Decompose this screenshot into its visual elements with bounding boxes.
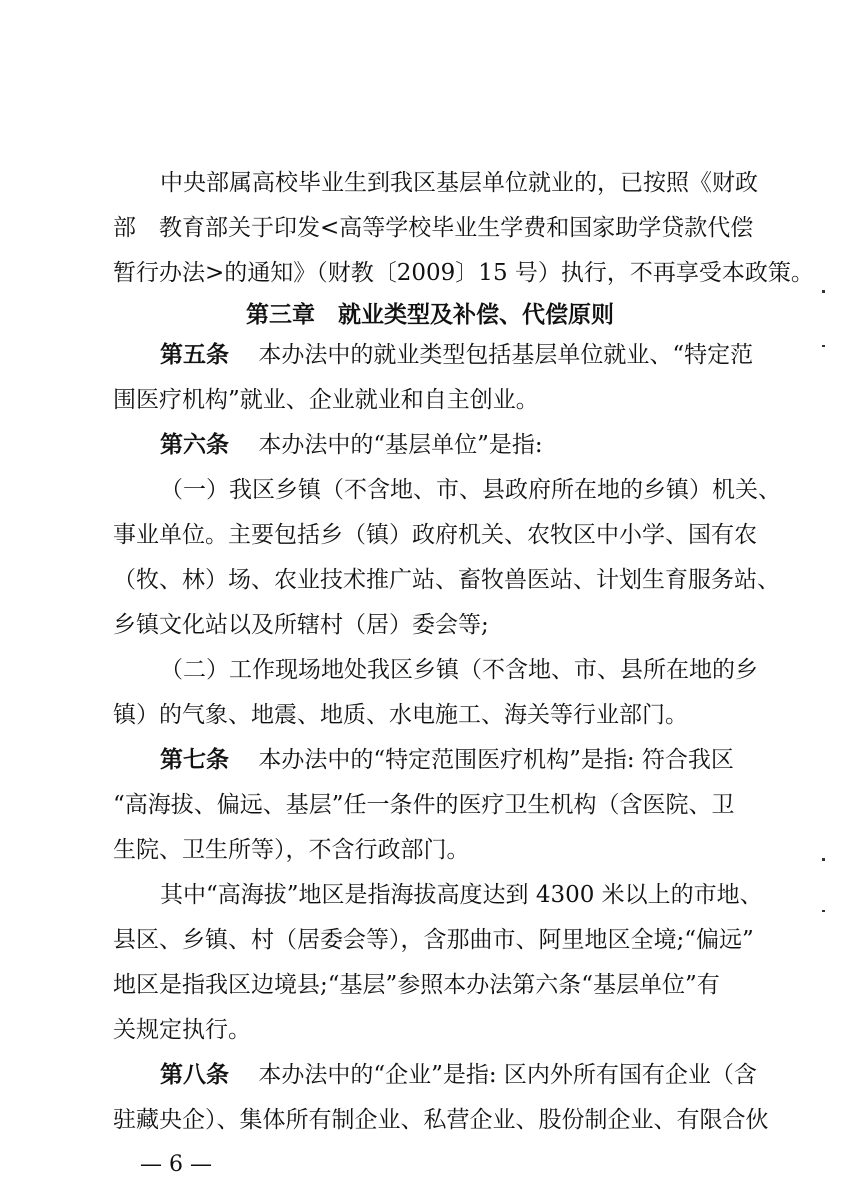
list-item: （一）我区乡镇（不含地、市、县政府所在地的乡镇）机关、 (160, 477, 781, 503)
text-line: 乡镇文化站以及所辖村（居）委会等; (113, 612, 489, 638)
article-5 (160, 340, 753, 370)
list-item: （二）工作现场地处我区乡镇（不含地、市、县所在地的乡 (160, 657, 758, 683)
article-label: 第六条 (160, 431, 229, 458)
text-line: 围医疗机构”就业、企业就业和自主创业。 (113, 387, 539, 413)
text-line: 部 教育部关于印发<高等学校毕业生学费和国家助学贷款代偿 (113, 215, 754, 241)
page-number: — 6 — (140, 1152, 212, 1177)
article-text: 本办法中的“企业”是指: 区内外所有国有企业（含 (258, 1062, 757, 1088)
scan-mark (822, 290, 825, 293)
article-label: 第八条 (160, 1061, 229, 1088)
text-line: 中央部属高校毕业生到我区基层单位就业的，已按照《财政 (160, 170, 758, 196)
article-label: 第五条 (160, 341, 229, 368)
article-text: 本办法中的就业类型包括基层单位就业、“特定范 (258, 342, 754, 368)
article-text: 本办法中的“基层单位”是指: (258, 432, 543, 458)
article-7 (160, 745, 734, 775)
text-line: 事业单位。主要包括乡（镇）政府机关、农牧区中小学、国有农 (113, 522, 757, 548)
text-line: 驻藏央企）、集体所有制企业、私营企业、股份制企业、有限合伙 (113, 1107, 769, 1133)
chapter-heading: 第三章 就业类型及补偿、代偿原则 (246, 302, 614, 328)
article-6 (160, 430, 543, 460)
scan-mark (822, 345, 825, 347)
article-8 (160, 1060, 757, 1090)
article-label: 第七条 (160, 746, 229, 773)
text-line: 生院、卫生所等），不含行政部门。 (113, 837, 470, 863)
text-line: 暂行办法>的通知》（财教〔2009〕15 号）执行，不再享受本政策。 (113, 260, 814, 286)
text-line: 关规定执行。 (113, 1017, 251, 1043)
text-line: 县区、乡镇、村（居委会等），含那曲市、阿里地区全境;“偏远” (113, 927, 754, 953)
scan-mark (822, 858, 825, 861)
text-line: 镇）的气象、地震、地质、水电施工、海关等行业部门。 (113, 702, 688, 728)
text-line: “高海拔、偏远、基层”任一条件的医疗卫生机构（含医院、卫 (113, 792, 735, 818)
text-line: 地区是指我区边境县;“基层”参照本办法第六条“基层单位”有 (113, 972, 720, 998)
text-line: 其中“高海拔”地区是指海拔高度达到 4300 米以上的市地、 (160, 882, 763, 908)
article-text: 本办法中的“特定范围医疗机构”是指: 符合我区 (258, 747, 734, 773)
text-line: （牧、林）场、农业技术推广站、畜牧兽医站、计划生育服务站、 (113, 567, 780, 593)
scan-mark (822, 910, 825, 912)
